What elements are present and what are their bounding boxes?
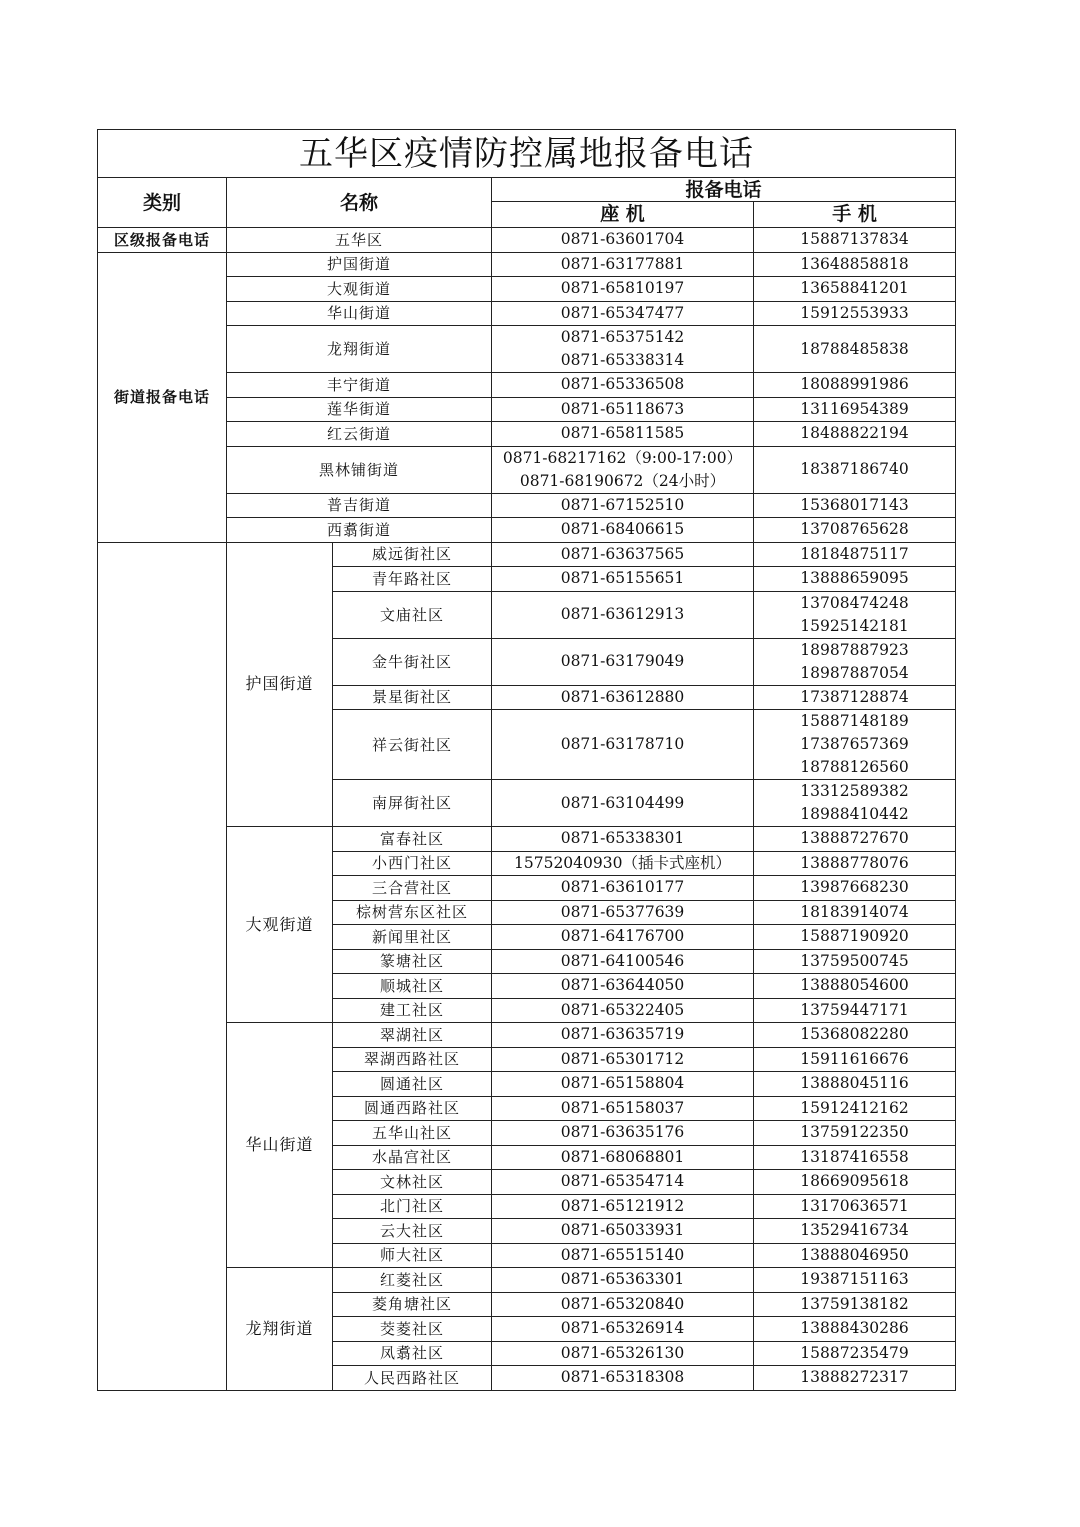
landline-cell — [492, 567, 754, 592]
mobile-cell — [754, 827, 956, 852]
mobile-cell — [754, 301, 956, 326]
mobile-cell-line: 13312589382 — [800, 782, 909, 800]
landline-cell — [492, 446, 754, 493]
mobile-cell — [754, 591, 956, 638]
landline-cell-line: 0871-65158037 — [560, 1098, 685, 1117]
landline-cell-line: 0871-65326914 — [560, 1319, 685, 1338]
community-name: 建工社区 — [333, 998, 492, 1023]
mobile-cell — [754, 925, 956, 950]
street-row — [98, 301, 956, 326]
community-group-street: 龙翔街道 — [227, 1268, 333, 1391]
landline-cell — [492, 422, 754, 447]
landline-cell — [492, 518, 754, 543]
landline-cell — [492, 1121, 754, 1146]
landline-cell-line: 0871-63635176 — [560, 1123, 685, 1142]
mobile-cell-line: 15368017143 — [800, 495, 909, 514]
street-row — [98, 397, 956, 422]
header-name: 名称 — [227, 178, 492, 228]
mobile-cell — [754, 373, 956, 398]
street-name: 大观街道 — [227, 277, 492, 302]
community-name: 景星街社区 — [333, 685, 492, 710]
mobile-cell-line: 18387186740 — [800, 460, 909, 478]
community-name: 三合营社区 — [333, 876, 492, 901]
landline-cell — [492, 710, 754, 780]
street-row — [98, 422, 956, 447]
mobile-cell-line: 13987668230 — [800, 878, 909, 897]
mobile-cell — [754, 326, 956, 373]
mobile-cell — [754, 277, 956, 302]
mobile-cell-line: 13187416558 — [800, 1147, 909, 1166]
mobile-cell-line: 13888727670 — [800, 829, 909, 848]
mobile-cell-line: 18183914074 — [800, 902, 909, 921]
mobile-cell-line: 15887148189 — [800, 712, 909, 730]
community-name: 翠湖西路社区 — [333, 1047, 492, 1072]
street-row — [98, 277, 956, 302]
landline-cell-line: 0871-63601704 — [560, 230, 685, 249]
landline-cell-line: 0871-65155651 — [560, 569, 685, 588]
community-row — [98, 827, 956, 852]
landline-cell — [492, 638, 754, 685]
mobile-cell-line: 13759447171 — [800, 1000, 909, 1019]
landline-cell-line: 0871-65338301 — [560, 829, 685, 848]
community-name: 茭菱社区 — [333, 1317, 492, 1342]
mobile-cell-line: 13888430286 — [800, 1319, 909, 1338]
mobile-cell — [754, 949, 956, 974]
mobile-cell-line: 18788485838 — [800, 339, 909, 358]
street-name: 黑林铺街道 — [227, 446, 492, 493]
mobile-cell — [754, 1072, 956, 1097]
community-name: 翠湖社区 — [333, 1023, 492, 1048]
landline-cell — [492, 780, 754, 827]
mobile-cell-line: 13170636571 — [800, 1196, 909, 1215]
community-group-street: 护国街道 — [227, 542, 333, 827]
community-name: 人民西路社区 — [333, 1366, 492, 1391]
mobile-cell-line: 13759500745 — [800, 951, 909, 970]
landline-cell-line: 0871-63179049 — [560, 652, 685, 670]
mobile-cell — [754, 998, 956, 1023]
landline-cell-line: 0871-65118673 — [560, 399, 685, 418]
mobile-cell-line: 15887235479 — [800, 1343, 909, 1362]
street-row — [98, 493, 956, 518]
mobile-cell-line: 15887190920 — [800, 927, 909, 946]
landline-cell — [492, 397, 754, 422]
mobile-cell-line: 13759138182 — [800, 1294, 909, 1313]
landline-cell-line: 0871-68217162（9:00-17:00） — [502, 448, 743, 467]
mobile-cell — [754, 638, 956, 685]
landline-cell-line: 0871-63635719 — [560, 1025, 685, 1044]
mobile-cell — [754, 1194, 956, 1219]
landline-cell-line: 0871-63104499 — [560, 793, 685, 812]
street-name: 红云街道 — [227, 422, 492, 447]
landline-cell-line: 0871-65811585 — [560, 424, 685, 443]
mobile-cell-line: 13708765628 — [800, 520, 909, 539]
mobile-cell-line: 13708474248 — [800, 593, 909, 612]
table-body — [98, 130, 956, 1391]
mobile-cell-line: 15911616676 — [800, 1049, 909, 1068]
mobile-cell-line: 18987887923 — [800, 640, 909, 659]
landline-cell — [492, 277, 754, 302]
landline-cell — [492, 949, 754, 974]
community-name: 青年路社区 — [333, 567, 492, 592]
community-row — [98, 1023, 956, 1048]
mobile-cell — [754, 1268, 956, 1293]
community-name: 圆通社区 — [333, 1072, 492, 1097]
mobile-cell-line: 15368082280 — [800, 1025, 909, 1044]
street-name: 华山街道 — [227, 301, 492, 326]
community-row — [98, 542, 956, 567]
mobile-cell — [754, 446, 956, 493]
street-name: 护国街道 — [227, 252, 492, 277]
landline-cell — [492, 1366, 754, 1391]
mobile-cell — [754, 1145, 956, 1170]
landline-cell — [492, 1219, 754, 1244]
mobile-cell-line: 18488822194 — [800, 424, 909, 443]
landline-cell — [492, 685, 754, 710]
mobile-cell — [754, 1023, 956, 1048]
landline-cell — [492, 1145, 754, 1170]
mobile-cell — [754, 493, 956, 518]
street-row — [98, 518, 956, 543]
community-name: 富春社区 — [333, 827, 492, 852]
landline-cell-line: 0871-65301712 — [560, 1049, 685, 1068]
landline-cell — [492, 1243, 754, 1268]
category-community-blank — [98, 542, 227, 1390]
mobile-cell-line: 18788126560 — [800, 758, 909, 776]
mobile-cell-line: 13529416734 — [800, 1221, 909, 1240]
landline-cell — [492, 925, 754, 950]
community-name: 文林社区 — [333, 1170, 492, 1195]
landline-cell — [492, 1023, 754, 1048]
community-name: 祥云街社区 — [333, 710, 492, 780]
landline-cell-line: 0871-65326130 — [560, 1343, 685, 1362]
landline-cell-line: 0871-63637565 — [560, 544, 685, 563]
header-landline: 座 机 — [492, 202, 754, 228]
landline-cell-line: 0871-65338314 — [560, 351, 685, 369]
mobile-cell-line: 13888054600 — [800, 976, 909, 995]
landline-cell — [492, 1096, 754, 1121]
mobile-cell-line: 13759122350 — [800, 1123, 909, 1142]
landline-cell-line: 0871-65033931 — [560, 1221, 685, 1240]
landline-cell-line: 0871-65318308 — [560, 1368, 685, 1387]
title-row — [98, 130, 956, 178]
phone-directory-table — [97, 129, 956, 1391]
landline-cell-line: 0871-65363301 — [560, 1270, 685, 1289]
mobile-cell — [754, 1170, 956, 1195]
page-title: 五华区疫情防控属地报备电话 — [98, 130, 956, 178]
landline-cell — [492, 1072, 754, 1097]
community-name: 凤翥社区 — [333, 1341, 492, 1366]
community-name: 文庙社区 — [333, 591, 492, 638]
community-name: 南屏街社区 — [333, 780, 492, 827]
mobile-cell-line: 18988410442 — [800, 805, 909, 823]
street-name: 龙翔街道 — [227, 326, 492, 373]
mobile-cell — [754, 1341, 956, 1366]
street-name: 普吉街道 — [227, 493, 492, 518]
mobile-cell-line: 15912553933 — [800, 303, 909, 322]
mobile-cell — [754, 422, 956, 447]
mobile-cell — [754, 1243, 956, 1268]
landline-cell-line: 0871-67152510 — [560, 495, 685, 514]
landline-cell — [492, 542, 754, 567]
landline-cell — [492, 851, 754, 876]
landline-cell — [492, 591, 754, 638]
landline-cell-line: 0871-65515140 — [560, 1245, 685, 1264]
street-name: 丰宁街道 — [227, 373, 492, 398]
mobile-cell-line: 19387151163 — [800, 1270, 909, 1289]
mobile-cell-line: 13888046950 — [800, 1245, 909, 1264]
community-name: 小西门社区 — [333, 851, 492, 876]
header-mobile: 手 机 — [754, 202, 956, 228]
street-row — [98, 446, 956, 493]
landline-cell-line: 0871-63610177 — [560, 878, 685, 897]
mobile-cell-line: 13888272317 — [800, 1368, 909, 1387]
landline-cell-line: 0871-63612913 — [560, 605, 685, 623]
category-district: 区级报备电话 — [98, 228, 227, 253]
landline-cell-line: 0871-64100546 — [560, 951, 685, 970]
community-name: 师大社区 — [333, 1243, 492, 1268]
street-row — [98, 373, 956, 398]
landline-cell — [492, 228, 754, 253]
mobile-cell-line: 13888778076 — [800, 853, 909, 872]
community-name: 金牛街社区 — [333, 638, 492, 685]
header-phone-group: 报备电话 — [492, 178, 956, 202]
community-name: 菱角塘社区 — [333, 1292, 492, 1317]
mobile-cell — [754, 228, 956, 253]
mobile-cell — [754, 252, 956, 277]
mobile-cell — [754, 542, 956, 567]
mobile-cell — [754, 1096, 956, 1121]
community-name: 顺城社区 — [333, 974, 492, 999]
community-name: 棕树营东区社区 — [333, 900, 492, 925]
district-row — [98, 228, 956, 253]
landline-cell — [492, 876, 754, 901]
landline-cell — [492, 1341, 754, 1366]
mobile-cell-line: 15925142181 — [800, 616, 909, 635]
header-category: 类别 — [98, 178, 227, 228]
landline-cell-line: 0871-64176700 — [560, 927, 685, 946]
landline-cell-line: 0871-65810197 — [560, 279, 685, 298]
street-name: 莲华街道 — [227, 397, 492, 422]
community-name: 北门社区 — [333, 1194, 492, 1219]
landline-cell-line: 0871-65354714 — [560, 1172, 685, 1191]
community-name: 新闻里社区 — [333, 925, 492, 950]
mobile-cell — [754, 1366, 956, 1391]
mobile-cell-line: 13116954389 — [800, 399, 909, 418]
landline-cell-line: 0871-68406615 — [560, 520, 685, 539]
mobile-cell-line: 13658841201 — [800, 279, 909, 298]
mobile-cell — [754, 518, 956, 543]
landline-cell-line: 0871-65121912 — [560, 1196, 685, 1215]
landline-cell — [492, 974, 754, 999]
mobile-cell-line: 15912412162 — [800, 1098, 909, 1117]
header-row-1 — [98, 178, 956, 202]
community-name: 红菱社区 — [333, 1268, 492, 1293]
community-name: 圆通西路社区 — [333, 1096, 492, 1121]
community-name: 篆塘社区 — [333, 949, 492, 974]
landline-cell-line: 0871-63178710 — [560, 735, 685, 753]
community-name: 水晶宫社区 — [333, 1145, 492, 1170]
landline-cell — [492, 326, 754, 373]
mobile-cell-line: 18184875117 — [800, 544, 909, 563]
street-row — [98, 252, 956, 277]
mobile-cell — [754, 851, 956, 876]
landline-cell — [492, 827, 754, 852]
landline-cell — [492, 1292, 754, 1317]
mobile-cell-line: 18669095618 — [800, 1172, 909, 1191]
mobile-cell — [754, 1292, 956, 1317]
landline-cell-line: 0871-65322405 — [560, 1000, 685, 1019]
landline-cell-line: 0871-65377639 — [560, 902, 685, 921]
landline-cell-line: 0871-63177881 — [560, 254, 685, 273]
mobile-cell-line: 13888045116 — [800, 1074, 909, 1093]
landline-cell-line: 0871-65347477 — [560, 303, 685, 322]
landline-cell-line: 0871-65320840 — [560, 1294, 685, 1313]
mobile-cell — [754, 1219, 956, 1244]
mobile-cell — [754, 567, 956, 592]
community-name: 云大社区 — [333, 1219, 492, 1244]
category-street: 街道报备电话 — [98, 252, 227, 542]
mobile-cell-line: 17387128874 — [800, 687, 909, 706]
landline-cell-line: 0871-65336508 — [560, 375, 685, 394]
mobile-cell-line: 15887137834 — [800, 230, 909, 249]
landline-cell — [492, 1194, 754, 1219]
community-name: 威远街社区 — [333, 542, 492, 567]
mobile-cell-line: 18088991986 — [800, 375, 909, 394]
landline-cell — [492, 900, 754, 925]
mobile-cell — [754, 900, 956, 925]
landline-cell-line: 0871-65375142 — [560, 328, 685, 346]
landline-cell — [492, 493, 754, 518]
mobile-cell — [754, 1047, 956, 1072]
street-row — [98, 326, 956, 373]
landline-cell-line: 0871-63612880 — [560, 687, 685, 706]
mobile-cell-line: 13648858818 — [800, 254, 909, 273]
mobile-cell — [754, 780, 956, 827]
mobile-cell — [754, 710, 956, 780]
mobile-cell-line: 13888659095 — [800, 569, 909, 588]
landline-cell — [492, 301, 754, 326]
landline-cell-line: 0871-68190672（24小时） — [519, 471, 726, 490]
landline-cell — [492, 252, 754, 277]
landline-cell — [492, 1047, 754, 1072]
landline-cell — [492, 998, 754, 1023]
community-row — [98, 1268, 956, 1293]
landline-cell-line: 0871-63644050 — [560, 976, 685, 995]
mobile-cell — [754, 876, 956, 901]
mobile-cell-line: 17387657369 — [800, 735, 909, 753]
community-group-street: 华山街道 — [227, 1023, 333, 1268]
landline-cell — [492, 1268, 754, 1293]
community-group-street: 大观街道 — [227, 827, 333, 1023]
landline-cell — [492, 373, 754, 398]
district-name: 五华区 — [227, 228, 492, 253]
mobile-cell-line: 18987887054 — [800, 663, 909, 682]
mobile-cell — [754, 397, 956, 422]
community-name: 五华山社区 — [333, 1121, 492, 1146]
mobile-cell — [754, 1317, 956, 1342]
landline-cell-line: 0871-68068801 — [560, 1147, 685, 1166]
landline-cell — [492, 1170, 754, 1195]
landline-cell-line: 15752040930（插卡式座机） — [514, 853, 731, 872]
street-name: 西翥街道 — [227, 518, 492, 543]
mobile-cell — [754, 1121, 956, 1146]
mobile-cell — [754, 685, 956, 710]
mobile-cell — [754, 974, 956, 999]
landline-cell — [492, 1317, 754, 1342]
landline-cell-line: 0871-65158804 — [560, 1074, 685, 1093]
